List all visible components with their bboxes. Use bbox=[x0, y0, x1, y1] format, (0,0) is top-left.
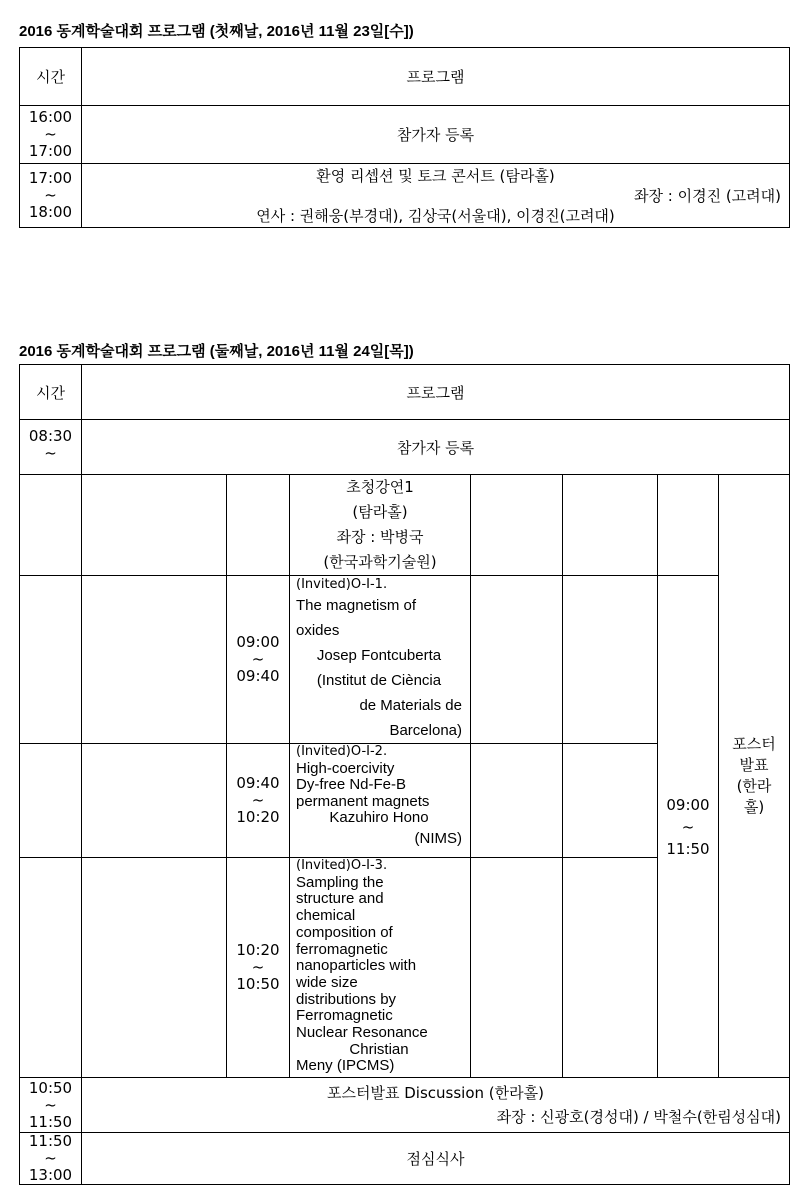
talk3-line4: composition of bbox=[296, 923, 393, 941]
talk2-affil: (NIMS) bbox=[414, 829, 462, 847]
talk2-speaker: Kazuhiro Hono bbox=[329, 809, 429, 826]
day1-table bbox=[19, 47, 790, 228]
empty-cell bbox=[471, 858, 563, 1078]
day2-registration-time: 08:30 ~ bbox=[20, 420, 82, 475]
empty-cell bbox=[563, 475, 658, 576]
reception-speakers: 연사 : 권해웅(부경대), 김상국(서울대), 이경진(고려대) bbox=[256, 206, 615, 225]
empty-cell bbox=[471, 475, 563, 576]
talk1-time: 09:00 ~ 09:40 bbox=[227, 576, 290, 744]
talk2-code: (Invited)O-I-2. bbox=[296, 744, 388, 759]
empty-cell bbox=[20, 576, 82, 744]
talk3-speaker: Christian bbox=[349, 1040, 409, 1058]
talk3-line5: ferromagnetic bbox=[296, 940, 388, 958]
lunch-program: 점심식사 bbox=[82, 1133, 790, 1185]
talk3-line7: wide size bbox=[296, 973, 358, 991]
empty-cell bbox=[563, 858, 658, 1078]
discussion-chair: 좌장 : 신광호(경성대) / 박철수(한림성심대) bbox=[496, 1108, 782, 1126]
reception-title: 환영 리셉션 및 토크 콘서트 (탐라홀) bbox=[316, 166, 555, 185]
empty-cell bbox=[227, 475, 290, 576]
talk1-affil-line3: Barcelona) bbox=[389, 722, 462, 739]
day2-header-program: 프로그램 bbox=[82, 365, 790, 420]
lunch-time: 11:50 ~ 13:00 bbox=[20, 1133, 82, 1185]
talk2-title-line2: Dy-free Nd-Fe-B bbox=[296, 776, 407, 793]
day2-registration-program: 참가자 등록 bbox=[82, 420, 790, 475]
empty-cell bbox=[563, 576, 658, 744]
talk2-time: 09:40 ~ 10:20 bbox=[227, 744, 290, 858]
invited-session-header: 초청강연1 (탐라홀) 좌장 : 박병국 (한국과학기술원) bbox=[290, 475, 471, 576]
talk1-title-line1: The magnetism of bbox=[296, 597, 417, 614]
poster-time: 09:00 ~ 11:50 bbox=[658, 576, 719, 1078]
talk1-title-line2: oxides bbox=[296, 622, 340, 639]
empty-cell bbox=[471, 744, 563, 858]
day1-row1-time: 16:00 ~ 17:00 bbox=[20, 106, 82, 164]
talk3-code: (Invited)O-I-3. bbox=[296, 858, 388, 873]
discussion-title: 포스터발표 Discussion (한라홀) bbox=[327, 1084, 544, 1102]
talk3-line6: nanoparticles with bbox=[296, 957, 417, 975]
day2-title: 2016 동계학술대회 프로그램 (둘째날, 2016년 11월 24일[목]) bbox=[19, 343, 414, 360]
talk3-affil: Meny (IPCMS) bbox=[296, 1057, 395, 1075]
talk2-title-line3: permanent magnets bbox=[296, 792, 430, 810]
discussion-time: 10:50 ~ 11:50 bbox=[20, 1078, 82, 1133]
empty-cell bbox=[82, 475, 227, 576]
talk1-speaker: Josep Fontcuberta bbox=[316, 647, 442, 664]
day1-title: 2016 동계학술대회 프로그램 (첫째날, 2016년 11월 23일[수]) bbox=[19, 23, 414, 40]
day2-header-time: 시간 bbox=[20, 365, 82, 420]
empty-cell bbox=[20, 744, 82, 858]
empty-cell bbox=[563, 744, 658, 858]
talk2-cell bbox=[290, 744, 471, 858]
empty-cell bbox=[20, 858, 82, 1078]
talk2-title-line1: High-coercivity bbox=[296, 759, 395, 777]
empty-cell bbox=[658, 475, 719, 576]
talk3-cell bbox=[290, 858, 471, 1078]
day1-row2-time: 17:00 ~ 18:00 bbox=[20, 164, 82, 228]
empty-cell bbox=[20, 475, 82, 576]
talk3-line2: structure and bbox=[296, 890, 384, 908]
poster-session-cell: 포스터 발표 (한라 홀) bbox=[719, 475, 790, 1078]
empty-cell bbox=[471, 576, 563, 744]
talk1-cell bbox=[290, 576, 471, 744]
talk3-line3: chemical bbox=[296, 907, 356, 925]
talk1-affil-line1: (Institut de Ciència bbox=[316, 672, 442, 689]
discussion-program bbox=[82, 1078, 790, 1133]
day1-header-time: 시간 bbox=[20, 48, 82, 106]
talk3-line8: distributions by bbox=[296, 990, 397, 1008]
talk3-line1: Sampling the bbox=[296, 873, 384, 891]
reception-chair: 좌장 : 이경진 (고려대) bbox=[634, 186, 781, 205]
empty-cell bbox=[82, 858, 227, 1078]
talk3-line9: Ferromagnetic bbox=[296, 1007, 393, 1025]
day1-row2-program bbox=[82, 164, 790, 228]
empty-cell bbox=[82, 744, 227, 858]
talk1-code: (Invited)O-I-1. bbox=[296, 577, 388, 592]
talk1-affil-line2: de Materials de bbox=[359, 697, 462, 714]
talk3-time: 10:20 ~ 10:50 bbox=[227, 858, 290, 1078]
day1-row1-program: 참가자 등록 bbox=[82, 106, 790, 164]
day1-header-program: 프로그램 bbox=[82, 48, 790, 106]
talk3-line10: Nuclear Resonance bbox=[296, 1024, 428, 1042]
day2-table bbox=[19, 364, 790, 1185]
empty-cell bbox=[82, 576, 227, 744]
